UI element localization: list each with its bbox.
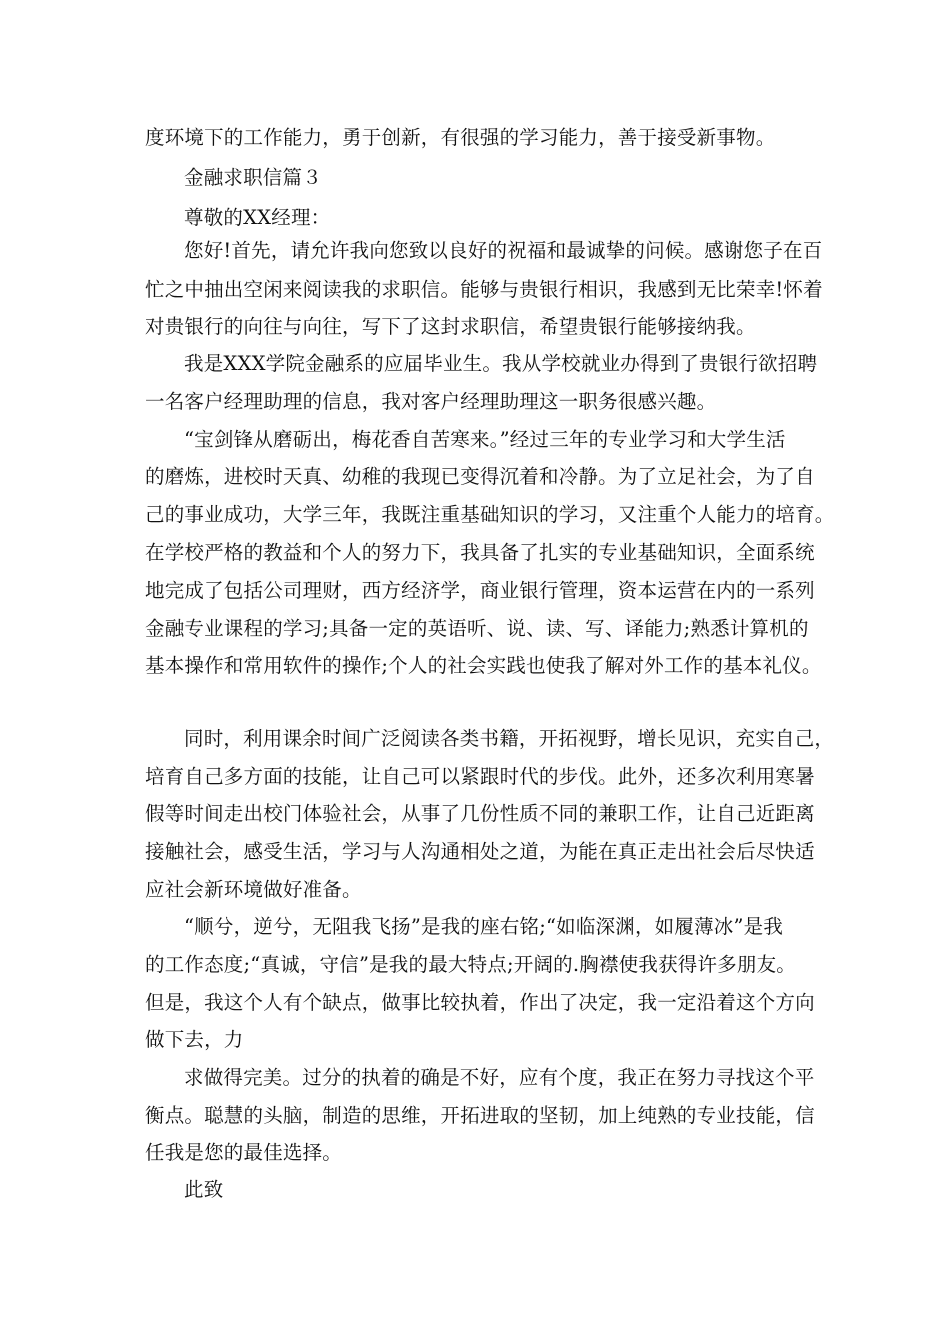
text-line: 任我是您的最佳选择。 — [145, 1141, 343, 1164]
text-line: “宝剑锋从磨砺出，梅花香自苦寒来。”经过三年的专业学习和大学生活 — [184, 428, 786, 451]
text-line: 金融专业课程的学习;具备一定的英语听、说、读、写、译能力;熟悉计算机的 — [145, 617, 809, 640]
text-line: 基本操作和常用软件的操作;个人的社会实践也使我了解对外工作的基本礼仪。 — [145, 654, 822, 677]
text-line: 应社会新环境做好准备。 — [145, 878, 362, 901]
text-line: 但是，我这个人有个缺点，做事比较执着，作出了决定，我一定沿着这个方向 — [145, 991, 815, 1014]
text-line: 的磨炼，进校时天真、幼稚的我现已变得沉着和冷静。为了立足社会，为了自 — [145, 465, 815, 488]
text-line: 假等时间走出校门体验社会，从事了几份性质不同的兼职工作，让自己近距离 — [145, 802, 815, 825]
text-line: 对贵银行的向往与向往，写下了这封求职信，希望贵银行能够接纳我。 — [145, 315, 756, 338]
text-line: 我是XXX学院金融系的应届毕业生。我从学校就业办得到了贵银行欲招聘 — [184, 352, 818, 375]
text-line: 一名客户经理助理的信息，我对客户经理助理这一职务很感兴趣。 — [145, 390, 717, 413]
text-line: 同时，利用课余时间广泛阅读各类书籍，开拓视野，增长见识，充实自己， — [184, 727, 835, 750]
text-line: 地完成了包括公司理财，西方经济学，商业银行管理，资本运营在内的一系列 — [145, 579, 815, 602]
text-line: “顺兮，逆兮，无阻我飞扬”是我的座右铭;“如临深渊，如履薄冰”是我 — [184, 915, 784, 938]
text-line: 的工作态度;“真诚，守信”是我的最大特点;开阔的.胸襟使我获得许多朋友。 — [145, 953, 796, 976]
text-line: 忙之中抽出空闲来阅读我的求职信。能够与贵银行相识，我感到无比荣幸!怀着 — [145, 278, 823, 301]
text-line: 培育自己多方面的技能，让自己可以紧跟时代的步伐。此外，还多次利用寒暑 — [145, 765, 815, 788]
salutation: 尊敬的XX经理： — [184, 206, 331, 229]
text-line: 您好!首先，请允许我向您致以良好的祝福和最诚挚的问候。感谢您子在百 — [184, 239, 823, 262]
section-heading: 金融求职信篇３ — [184, 166, 322, 189]
text-line: 己的事业成功，大学三年，我既注重基础知识的学习，又注重个人能力的培育。 — [145, 503, 835, 526]
text-line: 在学校严格的教益和个人的努力下，我具备了扎实的专业基础知识，全面系统 — [145, 541, 815, 564]
text-line: 衡点。聪慧的头脑，制造的思维，开拓进取的坚韧，加上纯熟的专业技能，信 — [145, 1104, 815, 1127]
closing-line: 此致 — [184, 1178, 224, 1201]
text-line: 度环境下的工作能力，勇于创新，有很强的学习能力，善于接受新事物。 — [145, 126, 776, 149]
text-line: 做下去，力 — [145, 1028, 244, 1051]
text-line: 求做得完美。过分的执着的确是不好，应有个度，我正在努力寻找这个平 — [184, 1066, 815, 1089]
text-line: 接触社会，感受生活，学习与人沟通相处之道，为能在真正走出社会后尽快适 — [145, 840, 815, 863]
